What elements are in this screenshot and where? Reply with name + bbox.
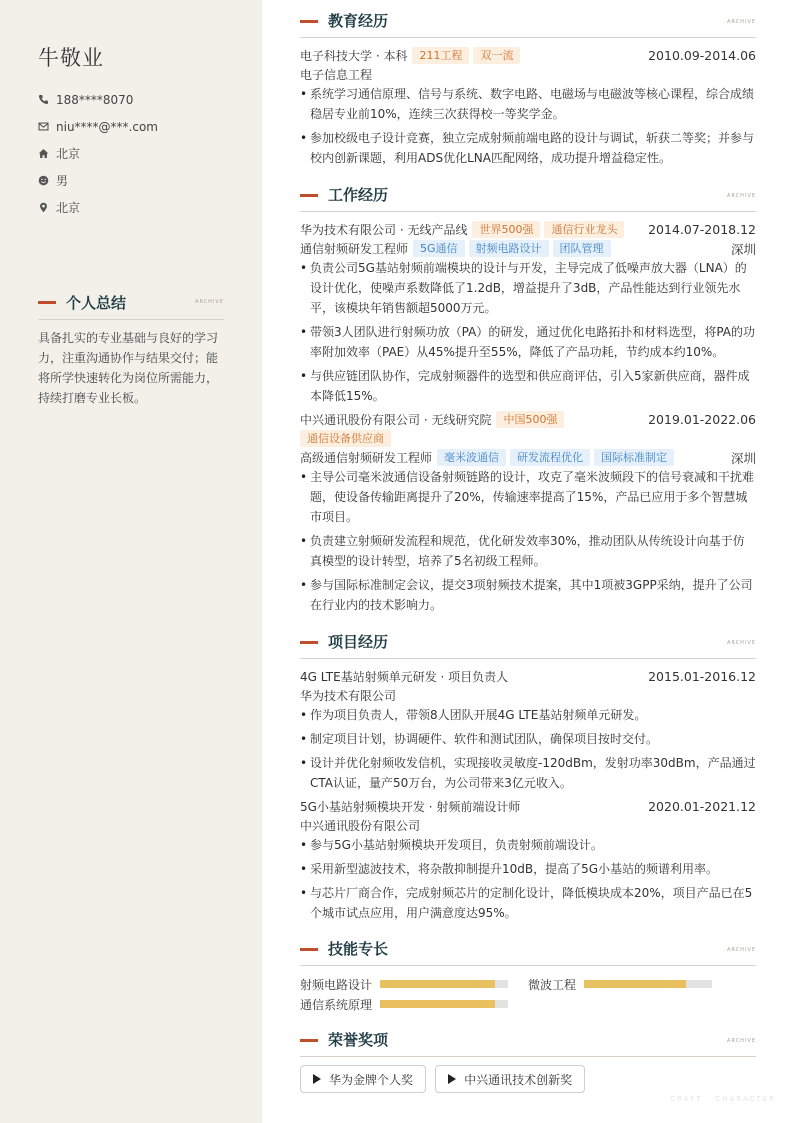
archive-label: ARCHIVE xyxy=(195,299,224,305)
work-section xyxy=(300,182,756,619)
project-dates: 2015.01-2016.12 xyxy=(648,669,756,684)
skills-heading xyxy=(300,936,756,966)
major-row xyxy=(300,65,756,84)
list-item: • 参与国际标准制定会议，提交3项射频技术提案，其中1项被3GPP采纳，提升了公司在行业内的技术影响力。 xyxy=(300,575,756,615)
archive-label: ARCHIVE xyxy=(727,193,756,199)
skill-tag: 研发流程优化 xyxy=(510,449,590,466)
awards-section xyxy=(300,1027,756,1093)
skill-row xyxy=(300,974,756,994)
skill-bar-fill xyxy=(584,980,686,988)
company-tag: 通信行业龙头 xyxy=(544,221,624,238)
contact-gender xyxy=(38,167,238,194)
skill-bar-fill xyxy=(380,1000,495,1008)
awards-heading xyxy=(300,1027,756,1057)
job-role-row xyxy=(300,448,756,467)
list-item: • 与供应链团队协作，完成射频器件的选型和供应商评估，引入5家新供应商，器件成本降低15%。 xyxy=(300,366,756,406)
list-item: • 采用新型滤波技术，将杂散抑制提升10dB，提高了5G小基站的频谱利用率。 xyxy=(300,859,756,879)
location-text: 北京 xyxy=(56,201,81,215)
list-item: • 参加校级电子设计竞赛，独立完成射频前端电路的设计与调试，斩获二等奖；并参与校内创新课题，利用ADS优化LNA匹配网络，成功提升增益稳定性。 xyxy=(300,128,756,168)
project-org: 中兴通讯股份有限公司 xyxy=(300,819,421,833)
summary-heading xyxy=(38,292,224,320)
summary-text: 具备扎实的专业基础与良好的学习力，注重沟通协作与结果交付；能将所学快速转化为岗位所需能力，持续打磨专业长板。 xyxy=(38,331,219,405)
skill-tag: 国际标准制定 xyxy=(594,449,674,466)
smiley-icon xyxy=(38,175,56,186)
list-item: • 系统学习通信原理、信号与系统、数字电路、电磁场与电磁波等核心课程，综合成绩稳居专业前10%，连续三次获得校一等奖学金。 xyxy=(300,84,756,124)
skill-bar-track xyxy=(380,980,508,988)
job-dates: 2014.07-2018.12 xyxy=(648,222,756,237)
project-bullets xyxy=(300,705,756,793)
contact-phone xyxy=(38,86,238,113)
job-role: 高级通信射频研发工程师 xyxy=(300,451,433,465)
award-chip xyxy=(435,1065,585,1093)
skill-bar-fill xyxy=(380,980,495,988)
skill-name: 射频电路设计 xyxy=(300,977,373,992)
company-tag: 通信设备供应商 xyxy=(300,430,391,447)
list-item: • 作为项目负责人，带领8人团队开展4G LTE基站射频单元研发。 xyxy=(300,705,756,725)
heading-accent-bar xyxy=(300,641,318,644)
contact-hometown xyxy=(38,140,238,167)
project-dates: 2020.01-2021.12 xyxy=(648,799,756,814)
projects-title: 项目经历 xyxy=(328,633,389,651)
play-triangle-icon xyxy=(448,1074,456,1084)
list-item: • 主导公司毫米波通信设备射频链路的设计，攻克了毫米波频段下的信号衰减和干扰难题，使设备传输距离提升了20%，传输速率提高了15%，产品已应用于多个智慧城市项目。 xyxy=(300,467,756,527)
job-role: 通信射频研发工程师 xyxy=(300,242,409,256)
archive-label: ARCHIVE xyxy=(727,19,756,25)
candidate-name: 牛敬业 xyxy=(38,46,104,70)
job-header-row xyxy=(300,220,756,239)
list-item: • 设计并优化射频收发信机，实现接收灵敏度-120dBm，发射功率30dBm，产品通过CTA认证，量产50万台，为公司带来3亿元收入。 xyxy=(300,753,756,793)
skill-item xyxy=(528,976,756,993)
skill-name: 微波工程 xyxy=(528,977,577,992)
mail-icon xyxy=(38,121,56,132)
education-bullets xyxy=(300,84,756,168)
project-name: 4G LTE基站射频单元研发 · 项目负责人 xyxy=(300,670,509,684)
play-triangle-icon xyxy=(313,1074,321,1084)
education-dates: 2010.09-2014.06 xyxy=(648,48,756,63)
archive-label: ARCHIVE xyxy=(727,640,756,646)
skill-bar-track xyxy=(380,1000,508,1008)
project-header-row xyxy=(300,667,756,686)
job-dates: 2019.01-2022.06 xyxy=(648,412,756,427)
heading-accent-bar xyxy=(300,20,318,23)
company-tag: 中国500强 xyxy=(496,411,564,428)
job-bullets xyxy=(300,258,756,406)
list-item: • 制定项目计划，协调硬件、软件和测试团队，确保项目按时交付。 xyxy=(300,729,756,749)
school-tag: 211工程 xyxy=(412,47,469,64)
education-title: 教育经历 xyxy=(328,12,389,30)
school-name: 电子科技大学 · 本科 xyxy=(300,49,408,63)
skill-item xyxy=(300,996,530,1013)
job-city: 深圳 xyxy=(730,450,756,466)
heading-accent-bar xyxy=(300,1039,318,1042)
contact-email xyxy=(38,113,238,140)
heading-accent-bar xyxy=(300,948,318,951)
list-item: • 带领3人团队进行射频功放（PA）的研发，通过优化电路拓扑和材料选型，将PA的功率附加效率（PAE）从45%提升至55%，降低了产品功耗，节约成本约10%。 xyxy=(300,322,756,362)
phone-icon xyxy=(38,94,56,105)
hometown-text: 北京 xyxy=(56,147,81,161)
skill-tag: 毫米波通信 xyxy=(437,449,506,466)
education-section xyxy=(300,8,756,172)
skill-bar-track xyxy=(584,980,712,988)
skill-tag: 射频电路设计 xyxy=(469,240,549,257)
list-item: • 负责建立射频研发流程和规范，优化研发效率30%，推动团队从传统设计向基于仿真模型的设计转型，培养了5名初级工程师。 xyxy=(300,531,756,571)
phone-text: 188****8070 xyxy=(56,92,134,107)
education-heading xyxy=(300,8,756,38)
projects-heading xyxy=(300,629,756,659)
summary-title: 个人总结 xyxy=(66,294,127,312)
skill-tag: 团队管理 xyxy=(553,240,611,257)
education-header-row xyxy=(300,46,756,65)
contact-location xyxy=(38,194,238,221)
work-heading xyxy=(300,182,756,212)
company-name: 中兴通讯股份有限公司 · 无线研究院 xyxy=(300,413,492,427)
heading-accent-bar xyxy=(38,301,56,304)
job-bullets xyxy=(300,467,756,615)
job-role-row xyxy=(300,239,756,258)
home-icon xyxy=(38,148,56,159)
heading-accent-bar xyxy=(300,194,318,197)
skill-tag: 5G通信 xyxy=(413,240,465,257)
projects-section xyxy=(300,629,756,927)
archive-label: ARCHIVE xyxy=(727,947,756,953)
awards-list xyxy=(300,1065,756,1093)
project-org: 华为技术有限公司 xyxy=(300,689,397,703)
location-pin-icon xyxy=(38,202,56,213)
work-title: 工作经历 xyxy=(328,186,389,204)
award-name: 华为金牌个人奖 xyxy=(329,1072,414,1087)
project-bullets xyxy=(300,835,756,923)
major-name: 电子信息工程 xyxy=(300,68,373,82)
email-text: niu****@***.com xyxy=(56,119,158,134)
skills-section xyxy=(300,936,756,1014)
contact-list xyxy=(38,86,238,221)
list-item: • 参与5G小基站射频模块开发项目，负责射频前端设计。 xyxy=(300,835,756,855)
sidebar xyxy=(0,0,262,1123)
gender-text: 男 xyxy=(56,174,69,188)
project-name: 5G小基站射频模块开发 · 射频前端设计师 xyxy=(300,800,521,814)
archive-label: ARCHIVE xyxy=(727,1038,756,1044)
school-tag: 双一流 xyxy=(473,47,520,64)
list-item: • 负责公司5G基站射频前端模块的设计与开发，主导完成了低噪声放大器（LNA）的设计优化，使噪声系数降低了1.2dB，增益提升了3dB，产品性能达到行业领先水平，该模块年销售额超5000万元。 xyxy=(300,258,756,318)
company-tag: 世界500强 xyxy=(472,221,540,238)
job-city: 深圳 xyxy=(730,241,756,257)
skill-row xyxy=(300,994,756,1014)
skills-title: 技能专长 xyxy=(328,940,389,958)
company-name: 华为技术有限公司 · 无线产品线 xyxy=(300,223,468,237)
project-org-row xyxy=(300,816,756,835)
skill-item xyxy=(300,976,528,993)
list-item: • 与芯片厂商合作，完成射频芯片的定制化设计，降低模块成本20%，项目产品已在5个城市试点应用，用户满意度达95%。 xyxy=(300,883,756,923)
award-name: 中兴通讯技术创新奖 xyxy=(464,1072,573,1087)
skill-name: 通信系统原理 xyxy=(300,997,373,1012)
job-header-row xyxy=(300,410,756,429)
awards-title: 荣誉奖项 xyxy=(328,1031,389,1049)
project-header-row xyxy=(300,797,756,816)
company-tag-row xyxy=(300,429,756,448)
award-chip xyxy=(300,1065,426,1093)
project-org-row xyxy=(300,686,756,705)
watermark: CRAFT · CHARACTER xyxy=(670,1095,776,1103)
main-content xyxy=(262,0,794,1123)
